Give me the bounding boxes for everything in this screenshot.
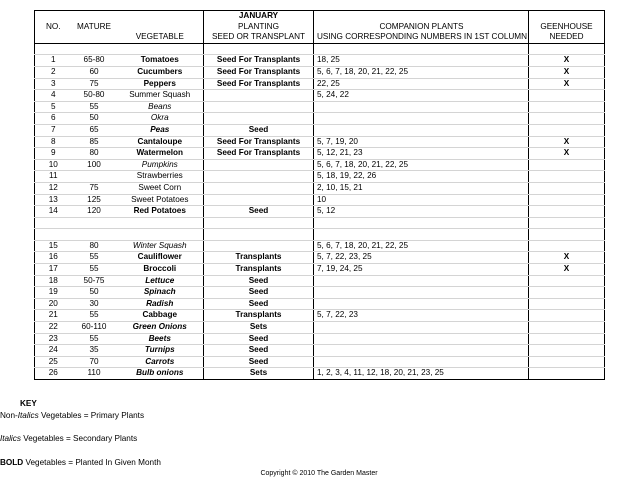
row-number: 16	[35, 252, 72, 264]
mature-heading: MATURE	[77, 21, 111, 31]
days-to-mature: 110	[72, 368, 117, 380]
companion-plants: 5, 6, 7, 18, 20, 21, 22, 25	[314, 66, 529, 78]
no-heading: NO.	[35, 22, 72, 33]
vegetable-name: Carrots	[117, 356, 204, 368]
companion-plants: 5, 12	[314, 206, 529, 218]
planting-method: Seed	[204, 206, 314, 218]
days-to-mature: 30	[72, 298, 117, 310]
greenhouse-needed	[529, 356, 605, 368]
row-number: 2	[35, 66, 72, 78]
greenhouse-needed: X	[529, 66, 605, 78]
planting-method	[204, 90, 314, 102]
key-title: KEY	[20, 399, 37, 408]
row-number: 15	[35, 240, 72, 252]
row-number: 13	[35, 194, 72, 206]
days-to-mature: 85	[72, 136, 117, 148]
row-number: 3	[35, 78, 72, 90]
row-number: 19	[35, 287, 72, 299]
vegetable-name: Broccoli	[117, 264, 204, 276]
days-to-mature: 50-75	[72, 275, 117, 287]
table-row	[35, 78, 605, 90]
greenhouse-needed: X	[529, 264, 605, 276]
planting-method: Seed For Transplants	[204, 66, 314, 78]
planting-method: Seed For Transplants	[204, 148, 314, 160]
companion-plants: 1, 2, 3, 4, 11, 12, 18, 20, 21, 23, 25	[314, 368, 529, 380]
planting-method: Seed	[204, 287, 314, 299]
table-row	[35, 66, 605, 78]
days-to-mature	[72, 229, 117, 241]
greenhouse-needed: X	[529, 78, 605, 90]
row-number: 12	[35, 182, 72, 194]
table-row	[35, 124, 605, 136]
greenhouse-needed	[529, 124, 605, 136]
spacer-row	[35, 43, 605, 55]
vegetable-name: Radish	[117, 298, 204, 310]
vegetable-name: Cantaloupe	[117, 136, 204, 148]
table-row	[35, 264, 605, 276]
table-row	[35, 275, 605, 287]
companion-plants	[314, 322, 529, 334]
planting-method: Seed For Transplants	[204, 136, 314, 148]
table-row	[35, 171, 605, 183]
greenhouse-needed	[529, 298, 605, 310]
days-to-mature: 125	[72, 194, 117, 206]
vegetable-name: Tomatoes	[117, 55, 204, 67]
companion-plants: 7, 19, 24, 25	[314, 264, 529, 276]
month-heading: JANUARY	[204, 11, 314, 22]
greenhouse-needed	[529, 240, 605, 252]
companion-plants	[314, 356, 529, 368]
companion-plants	[314, 298, 529, 310]
vegetable-heading: VEGETABLE	[117, 32, 204, 43]
days-to-mature: 55	[72, 252, 117, 264]
planting-method: Seed	[204, 333, 314, 345]
table-row	[35, 182, 605, 194]
planting-table	[34, 10, 605, 380]
row-number: 10	[35, 159, 72, 171]
planting-method: Sets	[204, 368, 314, 380]
companion-plants: 5, 7, 22, 23	[314, 310, 529, 322]
planting-method: Seed For Transplants	[204, 55, 314, 67]
days-to-mature: 60	[72, 66, 117, 78]
vegetable-name: Turnips	[117, 345, 204, 357]
key-line-bold: BOLD Vegetables = Planted In Given Month	[0, 458, 161, 467]
greenhouse-needed	[529, 229, 605, 241]
row-number: 23	[35, 333, 72, 345]
days-to-mature: 65-80	[72, 55, 117, 67]
vegetable-name	[117, 229, 204, 241]
copyright-text: Copyright © 2010 The Garden Master	[260, 470, 378, 477]
table-row	[35, 90, 605, 102]
companion-heading: COMPANION PLANTS	[314, 22, 529, 33]
table-row	[35, 333, 605, 345]
companion-plants: 22, 25	[314, 78, 529, 90]
companion-plants	[314, 124, 529, 136]
table-row	[35, 322, 605, 334]
companion-plants: 5, 6, 7, 18, 20, 21, 22, 25	[314, 159, 529, 171]
planting-method: Seed	[204, 275, 314, 287]
vegetable-name: Watermelon	[117, 148, 204, 160]
planting-method	[204, 159, 314, 171]
planting-method: Transplants	[204, 252, 314, 264]
row-number: 7	[35, 124, 72, 136]
header-row-3	[35, 32, 605, 43]
companion-plants	[314, 287, 529, 299]
companion-plants: 2, 10, 15, 21	[314, 182, 529, 194]
needed-heading: NEEDED	[529, 32, 605, 43]
days-to-mature: 75	[72, 78, 117, 90]
planting-method	[204, 182, 314, 194]
row-number	[35, 217, 72, 229]
planting-method	[204, 171, 314, 183]
vegetable-name: Bulb onions	[117, 368, 204, 380]
table-row	[35, 229, 605, 241]
vegetable-name: Sweet Potatoes	[117, 194, 204, 206]
row-number: 1	[35, 55, 72, 67]
companion-plants: 5, 6, 7, 18, 20, 21, 22, 25	[314, 240, 529, 252]
table-row	[35, 113, 605, 125]
days-to-mature: 60-110	[72, 322, 117, 334]
days-to-mature: 55	[72, 101, 117, 113]
planting-method	[204, 240, 314, 252]
planting-method: Sets	[204, 322, 314, 334]
table-row	[35, 345, 605, 357]
seed-or-transplant-heading: SEED OR TRANSPLANT	[204, 32, 314, 43]
greenhouse-needed	[529, 182, 605, 194]
companion-plants	[314, 333, 529, 345]
days-to-mature: 120	[72, 206, 117, 218]
companion-plants: 5, 7, 22, 23, 25	[314, 252, 529, 264]
days-to-mature: 55	[72, 310, 117, 322]
vegetable-name: Red Potatoes	[117, 206, 204, 218]
days-to-mature: 50	[72, 287, 117, 299]
row-number: 4	[35, 90, 72, 102]
greenhouse-needed	[529, 171, 605, 183]
table-row	[35, 217, 605, 229]
table-row	[35, 368, 605, 380]
vegetable-name: Cauliflower	[117, 252, 204, 264]
row-number: 22	[35, 322, 72, 334]
vegetable-name: Summer Squash	[117, 90, 204, 102]
planting-method	[204, 113, 314, 125]
table-row	[35, 298, 605, 310]
days-to-mature: 55	[72, 333, 117, 345]
greenhouse-needed	[529, 322, 605, 334]
greenhouse-needed: X	[529, 136, 605, 148]
days-to-mature: 70	[72, 356, 117, 368]
row-number: 9	[35, 148, 72, 160]
planting-method: Seed	[204, 298, 314, 310]
table-row	[35, 206, 605, 218]
vegetable-name: Green Onions	[117, 322, 204, 334]
row-number: 6	[35, 113, 72, 125]
days-to-mature: 55	[72, 264, 117, 276]
row-number: 11	[35, 171, 72, 183]
header-row-2	[35, 22, 605, 33]
vegetable-name: Strawberries	[117, 171, 204, 183]
header-row-1	[35, 11, 605, 22]
greenhouse-needed	[529, 310, 605, 322]
planting-method: Transplants	[204, 310, 314, 322]
vegetable-name: Peppers	[117, 78, 204, 90]
row-number: 21	[35, 310, 72, 322]
table-row	[35, 240, 605, 252]
vegetable-name: Pumpkins	[117, 159, 204, 171]
row-number: 17	[35, 264, 72, 276]
greenhouse-needed	[529, 194, 605, 206]
vegetable-name: Beans	[117, 101, 204, 113]
greenhouse-needed	[529, 159, 605, 171]
greenhouse-needed	[529, 90, 605, 102]
planting-method: Seed	[204, 345, 314, 357]
days-to-mature: 100	[72, 159, 117, 171]
greenhouse-needed	[529, 368, 605, 380]
row-number: 24	[35, 345, 72, 357]
row-number: 14	[35, 206, 72, 218]
companion-plants	[314, 345, 529, 357]
companion-plants: 10	[314, 194, 529, 206]
table-row	[35, 252, 605, 264]
table-row	[35, 159, 605, 171]
companion-note: USING CORRESPONDING NUMBERS IN 1ST COLUMN	[314, 32, 529, 43]
planting-method	[204, 217, 314, 229]
days-to-mature: 35	[72, 345, 117, 357]
companion-plants	[314, 229, 529, 241]
vegetable-name	[117, 217, 204, 229]
table-row	[35, 148, 605, 160]
planting-method: Seed	[204, 124, 314, 136]
companion-plants: 5, 7, 19, 20	[314, 136, 529, 148]
companion-plants: 18, 25	[314, 55, 529, 67]
table-row	[35, 287, 605, 299]
greenhouse-needed	[529, 101, 605, 113]
vegetable-name: Beets	[117, 333, 204, 345]
vegetable-name: Spinach	[117, 287, 204, 299]
table-row	[35, 310, 605, 322]
greenhouse-needed	[529, 345, 605, 357]
vegetable-name: Okra	[117, 113, 204, 125]
companion-plants	[314, 113, 529, 125]
row-number: 5	[35, 101, 72, 113]
greenhouse-needed	[529, 333, 605, 345]
table-row	[35, 136, 605, 148]
days-to-mature	[72, 171, 117, 183]
key-line-secondary: Italics Vegetables = Secondary Plants	[0, 434, 138, 443]
greenhouse-needed	[529, 217, 605, 229]
greenhouse-needed: X	[529, 252, 605, 264]
days-to-mature: 50-80	[72, 90, 117, 102]
days-to-mature: 80	[72, 148, 117, 160]
days-to-mature: 80	[72, 240, 117, 252]
row-number	[35, 229, 72, 241]
greenhouse-needed	[529, 206, 605, 218]
greenhouse-needed	[529, 113, 605, 125]
greenhouse-needed: X	[529, 55, 605, 67]
row-number: 20	[35, 298, 72, 310]
planting-method: Transplants	[204, 264, 314, 276]
companion-plants	[314, 275, 529, 287]
table-row	[35, 194, 605, 206]
table-row	[35, 356, 605, 368]
row-number: 8	[35, 136, 72, 148]
companion-plants: 5, 18, 19, 22, 26	[314, 171, 529, 183]
greenhouse-needed: X	[529, 148, 605, 160]
key-line-primary: Non-Italics Vegetables = Primary Plants	[0, 411, 145, 420]
companion-plants	[314, 217, 529, 229]
days-to-mature	[72, 217, 117, 229]
planting-method: Seed	[204, 356, 314, 368]
days-to-mature: 50	[72, 113, 117, 125]
companion-plants: 5, 24, 22	[314, 90, 529, 102]
planting-method	[204, 194, 314, 206]
table-row	[35, 55, 605, 67]
row-number: 18	[35, 275, 72, 287]
planting-method: Seed For Transplants	[204, 78, 314, 90]
vegetable-name: Sweet Corn	[117, 182, 204, 194]
vegetable-name: Peas	[117, 124, 204, 136]
days-to-mature: 75	[72, 182, 117, 194]
vegetable-name: Winter Squash	[117, 240, 204, 252]
vegetable-name: Cucumbers	[117, 66, 204, 78]
days-to-mature: 65	[72, 124, 117, 136]
greenhouse-heading: GEENHOUSE	[529, 22, 605, 33]
planting-heading: PLANTING	[204, 22, 314, 33]
table-row	[35, 101, 605, 113]
row-number: 26	[35, 368, 72, 380]
companion-plants	[314, 101, 529, 113]
planting-method	[204, 229, 314, 241]
companion-plants: 5, 12, 21, 23	[314, 148, 529, 160]
vegetable-name: Cabbage	[117, 310, 204, 322]
row-number: 25	[35, 356, 72, 368]
greenhouse-needed	[529, 287, 605, 299]
vegetable-name: Lettuce	[117, 275, 204, 287]
planting-method	[204, 101, 314, 113]
greenhouse-needed	[529, 275, 605, 287]
